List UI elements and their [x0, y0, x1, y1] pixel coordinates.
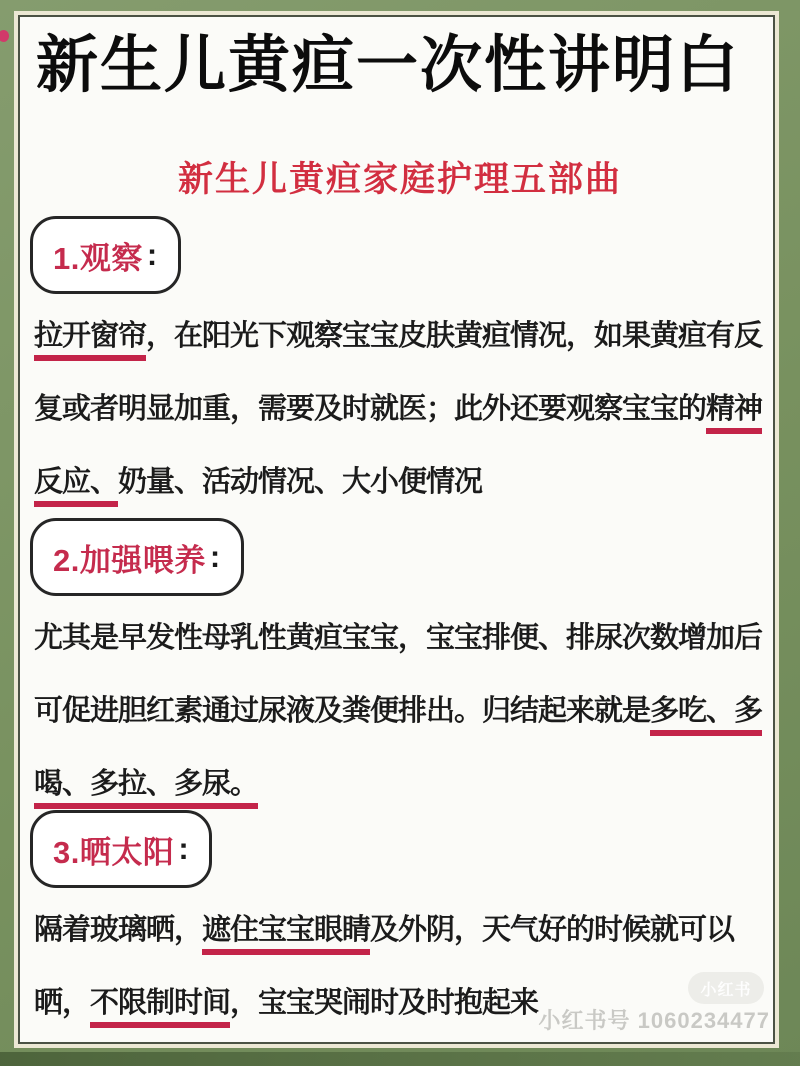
text-line: [34, 373, 774, 446]
text-segment: 可促进胆红素通过尿液及粪便排出。归结起来就是: [34, 695, 651, 727]
text-line: [34, 894, 774, 967]
text-line: [34, 446, 774, 519]
section-badge-colon: :: [178, 831, 190, 866]
section-paragraph: [0, 602, 800, 821]
underlined-phrase: 遮住宝宝眼睛: [202, 914, 370, 955]
text-segment: 隔着玻璃晒，: [34, 914, 203, 946]
text-line: [34, 675, 774, 748]
underlined-phrase: 喝、多拉、多尿。: [34, 768, 258, 809]
xiaohongshu-badge: 小红书: [688, 972, 764, 1004]
section-2: [0, 518, 800, 821]
text-segment: ，在阳光下观察宝宝皮肤黄疸情况，如果黄疸有反: [146, 320, 763, 352]
underlined-phrase: 多吃、多: [650, 695, 762, 736]
section-badge-label: 2.加强喂养: [53, 542, 206, 578]
section-badge-label: 1.观察: [53, 240, 143, 276]
xiaohongshu-account-id: 小红书号 1060234477: [538, 1008, 770, 1033]
section-badge-colon: :: [146, 237, 158, 272]
underlined-phrase: 反应、: [34, 466, 118, 507]
text-segment: 晒，: [34, 987, 91, 1019]
underlined-phrase: 精神: [706, 393, 762, 434]
corner-red-dot: [0, 30, 9, 42]
text-line: [34, 300, 774, 373]
underlined-phrase: 拉开窗帘: [34, 320, 146, 361]
page-title: 新生儿黄疸一次性讲明白: [36, 31, 741, 100]
section-1: [0, 216, 800, 519]
section-badge: [30, 518, 244, 596]
text-segment: ，宝宝哭闹时及时抱起来: [230, 987, 539, 1019]
section-badge: [30, 216, 181, 294]
section-paragraph: [0, 300, 800, 519]
page-subtitle: 新生儿黄疸家庭护理五部曲: [177, 160, 622, 199]
section-badge-label: 3.晒太阳: [53, 834, 175, 870]
section-badge-colon: :: [209, 539, 221, 574]
text-line: [34, 602, 774, 675]
text-segment: 奶量、活动情况、大小便情况: [118, 466, 483, 498]
underlined-phrase: 不限制时间: [90, 987, 230, 1028]
text-segment: 及外阴，天气好的时候就可以: [370, 914, 735, 946]
text-segment: 尤其是早发性母乳性黄疸宝宝，宝宝排便、排尿次数增加后: [34, 622, 763, 654]
text-segment: 复或者明显加重，需要及时就医；此外还要观察宝宝的: [34, 393, 707, 425]
section-badge: [30, 810, 212, 888]
